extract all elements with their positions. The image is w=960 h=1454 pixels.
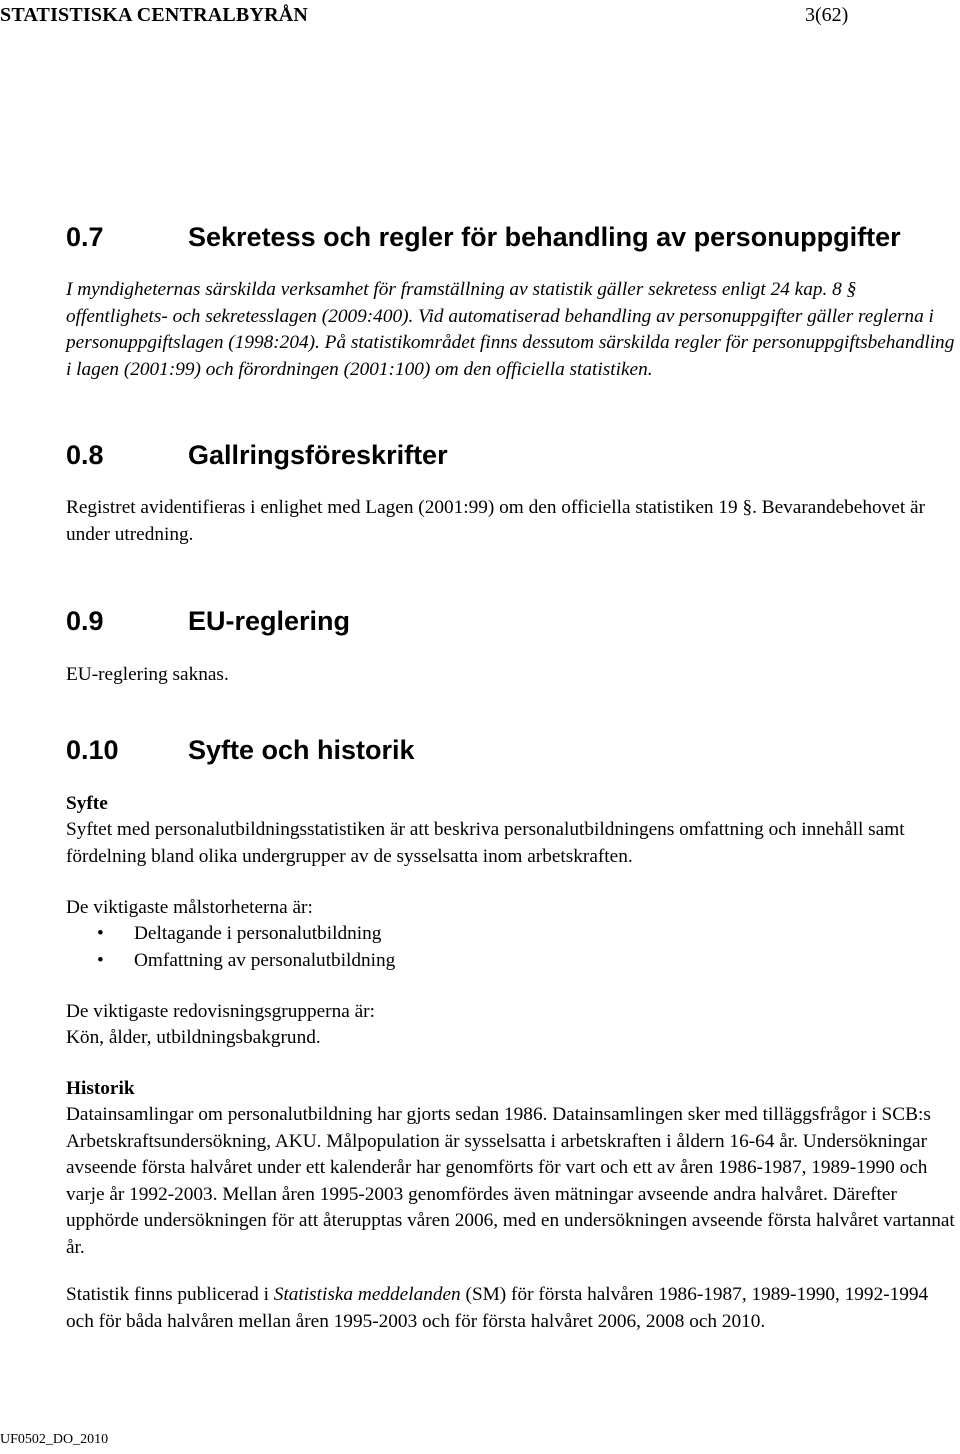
- bullet-dot-icon: •: [97, 950, 104, 971]
- section-0-9-text: EU-reglering saknas.: [66, 664, 229, 685]
- section-title: Gallringsföreskrifter: [188, 440, 448, 470]
- section-0-8-heading: [66, 440, 448, 471]
- section-title: Sekretess och regler för behandling av personuppgifter: [188, 222, 901, 252]
- historik-subheading: Historik: [66, 1078, 135, 1099]
- page-number: 3(62): [805, 4, 849, 26]
- malstorheter-intro: De viktigaste målstorheterna är:: [66, 897, 313, 918]
- text-run: Statistik finns publicerad i: [66, 1284, 274, 1305]
- historik-text: Datainsamlingar om personalutbildning har gjorts sedan 1986. Datainsamlingen sker med tilläggsfrågor i SCB:s Arbetskraftsundersökning, AKU. Målpopulation är sysselsatta i arbetskraften i åldern 16-64 år. Undersökningar avseende första halvåret under ett kalenderår har genomförts för vart och ett av åren 1986-1987, 1989-1990 och varje år 1992-2003. Mellan åren 1995-2003 genomfördes även mätningar avseende andra halvåret. Därefter upphörde undersökningen för att återupptas våren 2006, med en undersökningen avseende första halvåret vartannat år.: [66, 1104, 955, 1258]
- section-0-10-heading: [66, 735, 415, 766]
- section-title: Syfte och historik: [188, 735, 415, 765]
- section-0-7-heading: [66, 222, 901, 253]
- header-organization: STATISTISKA CENTRALBYRÅN: [0, 4, 309, 26]
- bullet-item: [97, 948, 395, 975]
- syfte-subheading: Syfte: [66, 793, 108, 814]
- publication-title: Statistiska meddelanden: [273, 1284, 461, 1305]
- section-number: 0.10: [66, 735, 119, 765]
- section-0-7-text: I myndigheternas särskilda verksamhet för framställning av statistik gäller sekretess enligt 24 kap. 8 § offentlighets- och sekretesslagen (2009:400). Vid automatiserad behandling av personuppgifter gäller reglerna i personuppgiftslagen (1998:204). På statistikområdet finns dessutom särskilda regler för personuppgiftsbehandling i lagen (2001:99) och förordningen (2001:100) om den officiella statistiken.: [66, 279, 955, 380]
- statistik-publicerad-text: [66, 1282, 956, 1335]
- bullet-dot-icon: •: [97, 923, 104, 944]
- syfte-text: Syftet med personalutbildningsstatistiken är att beskriva personalutbildningens omfattning och innehåll samt fördelning bland olika undergrupper av de sysselsatta inom arbetskraften.: [66, 819, 905, 867]
- bullet-text: Deltagande i personalutbildning: [134, 923, 382, 944]
- section-number: 0.8: [66, 440, 104, 470]
- section-number: 0.7: [66, 222, 104, 252]
- redovisning-intro: De viktigaste redovisningsgrupperna är:: [66, 1001, 375, 1022]
- bullet-item: [97, 921, 381, 948]
- text-run: (SM) för första halvåren 1986-1987, 1989-1990, 1992-1994 och för båda halvåren mellan åren 1995-2003 och för första halvåret 2006, 2008 och 2010.: [66, 1284, 929, 1332]
- section-number: 0.9: [66, 606, 104, 636]
- redovisning-text: Kön, ålder, utbildningsbakgrund.: [66, 1027, 321, 1048]
- section-0-9-heading: [66, 606, 350, 637]
- section-title: EU-reglering: [188, 606, 351, 636]
- bullet-text: Omfattning av personalutbildning: [134, 950, 396, 971]
- footer-document-code: UF0502_DO_2010: [0, 1432, 109, 1447]
- section-0-8-text: Registret avidentifieras i enlighet med Lagen (2001:99) om den officiella statistiken 19 §. Bevarandebehovet är under utredning.: [66, 497, 925, 545]
